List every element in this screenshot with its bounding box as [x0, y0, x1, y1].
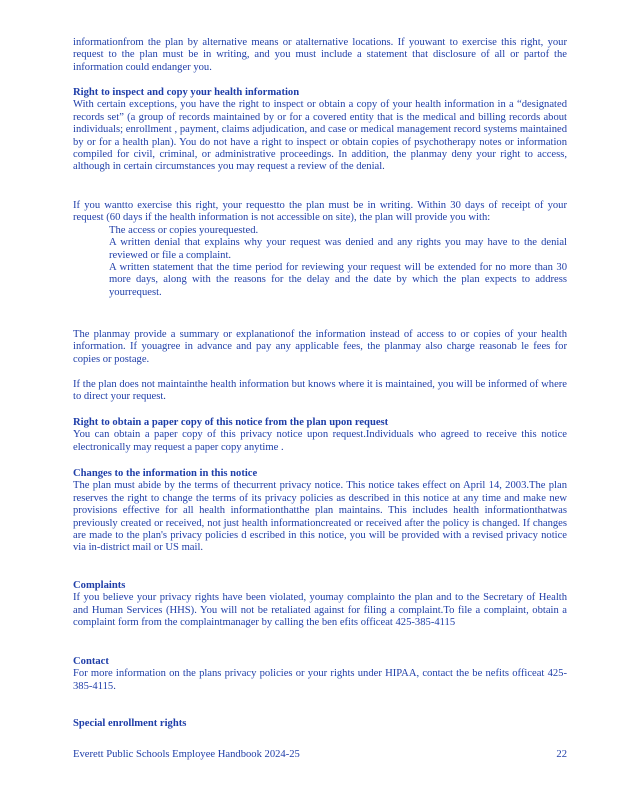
list-item — [73, 262, 567, 299]
special-enrollment-heading: Special enrollment rights — [73, 718, 187, 729]
list-item — [73, 225, 567, 237]
changes-body: The plan must abide by the terms of thecurrent privacy notice. This notice takes effect on April 14, 2003.The plan reserves the right to change the terms of its privacy policies as described in this notice at any time and make new provisions effective for all health informationthatthe plan maintains. This includes health informationthatwas previously created or received, not just health informationcreated or received after the policy is changed. If changes are made to the plan's privacy policies d escribed in this notice, you will be provided with a revised privacy notice via in-district mail or US mail. — [73, 480, 567, 554]
request-paragraph: If you wantto exercise this right, your requestto the plan must be in writing. Within 30 days of receipt of your request (60 days if the health information is not accessible on site), the plan will provide you with: — [73, 200, 567, 224]
changes-heading: Changes to the information in this notice — [73, 468, 258, 479]
right-to-inspect-section — [73, 87, 567, 174]
summary-paragraph: The planmay provide a summary or explanationof the information instead of access to or copies of your health information. If youagree in advance and pay any applicable fees, the planmay also charge reasonab le fees for copies or postage. — [73, 329, 567, 365]
contact-body: For more information on the plans privacy policies or your rights under HIPAA, contact the be nefits officeat 425-385-4115. — [73, 668, 567, 692]
page-footer — [73, 749, 567, 763]
list-item-text: The access or copies yourequested. — [109, 224, 259, 236]
maintain-section — [73, 379, 567, 404]
paper-copy-section — [73, 417, 567, 454]
paper-copy-heading: Right to obtain a paper copy of this notice from the plan upon request — [73, 417, 389, 428]
request-section — [73, 200, 567, 299]
footer-handbook-title: Everett Public Schools Employee Handbook 2024-25 — [73, 749, 300, 760]
summary-section — [73, 329, 567, 366]
special-enrollment-section — [73, 718, 567, 730]
response-list — [73, 225, 567, 299]
list-item-text: A written statement that the time period for reviewing your request will be extended for no more than 30 more days, along with the reasons for the delay and the date by which the plan expects to address yourrequest. — [109, 262, 567, 298]
complaints-body: If you believe your privacy rights have been violated, youmay complainto the plan and to the Secretary of Health and Human Services (HHS). You will not be retaliated against for filing a complaint.To file a complaint, obtain a complaint form from the complaintmanager by calling the ben efits officeat 425-385-4115 — [73, 592, 567, 629]
intro-section — [73, 37, 567, 74]
changes-section — [73, 468, 567, 555]
right-to-inspect-heading: Right to inspect and copy your health information — [73, 87, 300, 98]
complaints-heading: Complaints — [73, 580, 126, 591]
footer-page-number: 22 — [556, 749, 567, 760]
contact-section — [73, 656, 567, 693]
maintain-paragraph: If the plan does not maintainthe health information but knows where it is maintained, you will be informed of where to direct your request. — [73, 379, 567, 403]
paper-copy-body: You can obtain a paper copy of this privacy notice upon request.Individuals who agreed to receive this notice electronically may request a paper copy anytime . — [73, 429, 567, 453]
contact-heading: Contact — [73, 656, 109, 667]
complaints-section — [73, 580, 567, 630]
right-to-inspect-body: With certain exceptions, you have the right to inspect or obtain a copy of your health information in a “designated records set” (a group of records maintained by or for a covered entity that is the medical and billing records about individuals; enrollment , payment, claims adjudication, and case or medical management record systems maintained by or for a health plan). You do not have a right to inspect or obtain copies of psychotherapy notes or information compiled for civil, criminal, or administrative proceedings. In addition, the planmay deny your right to access, although in certain circumstances you may request a review of the denial. — [73, 99, 567, 173]
list-item-text: A written denial that explains why your request was denied and any rights you may have to the denial reviewed or file a complaint. — [109, 237, 567, 261]
list-item — [73, 237, 567, 262]
intro-paragraph: informationfrom the plan by alternative means or atalternative locations. If youwant to exercise this right, your request to the plan must be in writing, and you must include a statement that disclosure of all or partof the information could endanger you. — [73, 37, 567, 73]
